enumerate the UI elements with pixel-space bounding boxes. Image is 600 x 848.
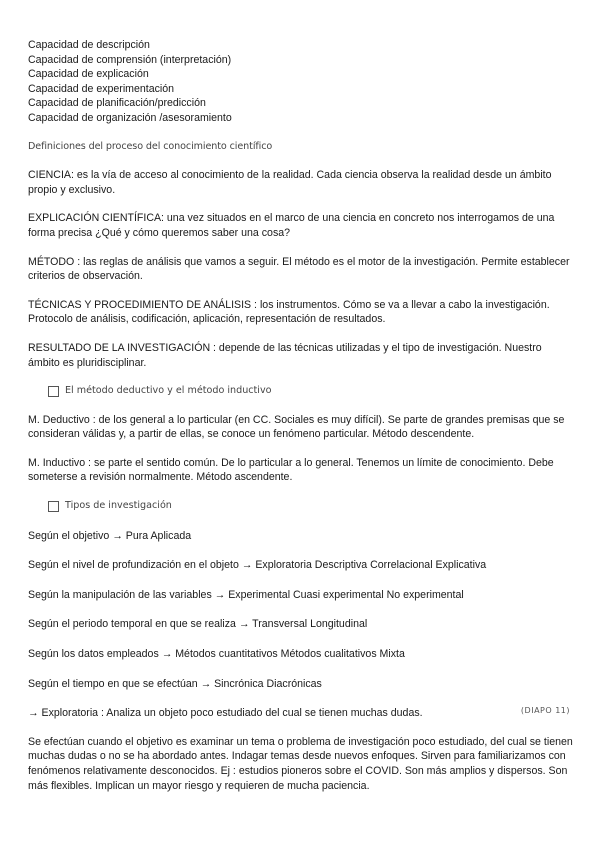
metodo-section-heading xyxy=(28,384,576,399)
metodo-heading-label: El método deductivo y el método inductivo xyxy=(65,385,272,397)
checkbox-icon[interactable] xyxy=(48,386,59,397)
tipo-item: Según el periodo temporal en que se realiza → Transversal Longitudinal xyxy=(28,618,368,631)
list-item: Capacidad de experimentación xyxy=(28,82,175,95)
definition-ciencia: CIENCIA: es la vía de acceso al conocimiento de la realidad. Cada ciencia observa la realidad desde un ámbito propio y exclusivo. xyxy=(28,169,552,196)
list-item: Capacidad de organización /asesoramiento xyxy=(28,111,232,124)
definiciones-heading: Definiciones del proceso del conocimiento científico xyxy=(28,140,273,152)
exploratoria-line: → Exploratoria : Analiza un objeto poco estudiado del cual se tienen muchas dudas. xyxy=(28,707,423,720)
checkbox-icon[interactable] xyxy=(48,501,59,512)
exploratoria-detalle: Se efectúan cuando el objetivo es examinar un tema o problema de investigación poco estudiado, del cual se tienen muchas dudas o no se ha abordado antes. Indagar temas desde nuevos enfoques. Sirven para familiarizamos con fenómenos relativamente desconocidos. Ej : estudios pioneros sobre el COVID. Son más amplios y dispersos. Son más flexibles. Implican un mayor riesgo y requieren de mucha paciencia. xyxy=(28,735,573,792)
definition-metodo: MÉTODO : las reglas de análisis que vamos a seguir. El método es el motor de la investigación. Permite establecer criterios de observación. xyxy=(28,255,570,283)
definition-resultado: RESULTADO DE LA INVESTIGACIÓN : depende de las técnicas utilizadas y el tipo de investigación. Nuestro ámbito es pluridisciplinar. xyxy=(28,341,542,369)
tipo-item: Según los datos empleados → Métodos cuantitativos Métodos cualitativos Mixta xyxy=(28,648,405,661)
list-item: Capacidad de comprensión (interpretación) xyxy=(28,53,232,66)
tipo-item: Según el tiempo en que se efectúan → Sincrónica Diacrónicas xyxy=(28,677,322,690)
tipos-heading-label: Tipos de investigación xyxy=(65,500,172,512)
metodo-deductivo: M. Deductivo : de los general a lo particular (en CC. Sociales es muy difícil). Se parte de grandes premisas que se consideran válidas y, a partir de ellas, se conoce un fenómeno particular. Método descendente. xyxy=(28,413,565,441)
tipo-item: Según el objetivo → Pura Aplicada xyxy=(28,529,192,542)
metodo-inductivo: M. Inductivo : se parte el sentido común. De lo particular a lo general. Tenemos un límite de conocimiento. Debe someterse a revisión normalmente. Método ascendente. xyxy=(28,456,554,484)
list-item: Capacidad de planificación/predicción xyxy=(28,97,206,110)
definition-tecnicas: TÉCNICAS Y PROCEDIMIENTO DE ANÁLISIS : los instrumentos. Cómo se va a llevar a cabo la investigación. Protocolo de análisis, codificación, aplicación, representación de resultados. xyxy=(28,298,550,326)
diapo-reference: (DIAPO 11) xyxy=(520,706,570,715)
list-item: Capacidad de descripción xyxy=(28,39,150,51)
tipos-section-heading xyxy=(28,499,576,514)
capacidades-list xyxy=(28,38,576,126)
definition-explicacion: EXPLICACIÓN CIENTÍFICA: una vez situados en el marco de una ciencia en concreto nos interrogamos de una forma precisa ¿Qué y cómo queremos saber una cosa? xyxy=(28,212,555,239)
list-item: Capacidad de explicación xyxy=(28,68,149,81)
tipo-item: Según la manipulación de las variables → Experimental Cuasi experimental No experimental xyxy=(28,588,464,601)
tipo-item: Según el nivel de profundización en el objeto → Exploratoria Descriptiva Correlacional Explicativa xyxy=(28,559,487,572)
document-page xyxy=(28,38,576,793)
